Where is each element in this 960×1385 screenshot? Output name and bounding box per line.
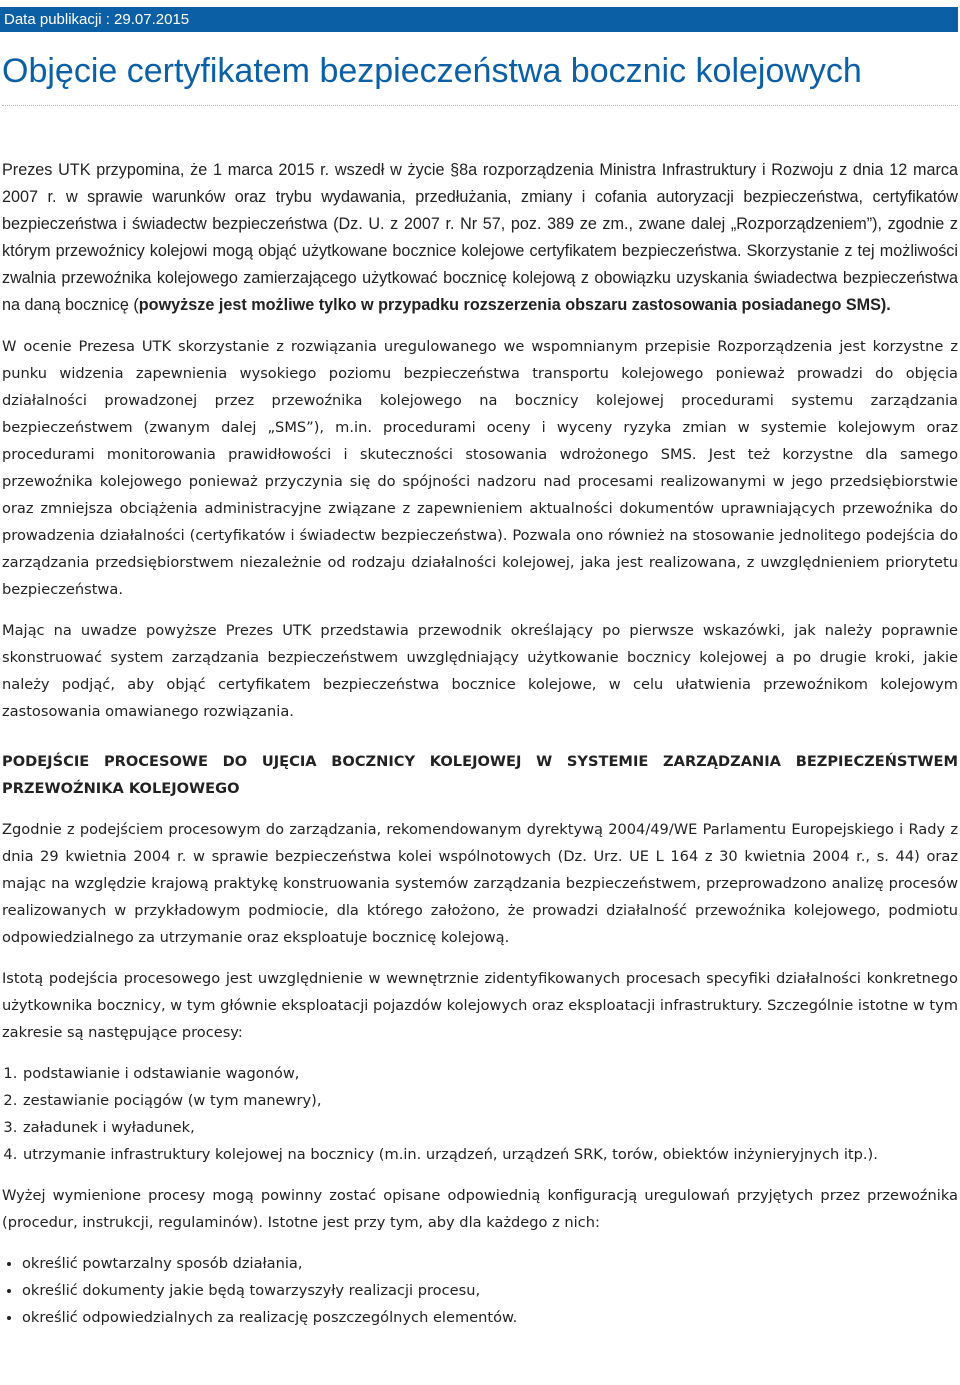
process-approach-paragraph: Zgodnie z podejściem procesowym do zarządzania, rekomendowanym dyrektywą 2004/49/WE Parlamentu Europejskiego i Rady z dnia 29 kwietnia 2004 r. w sprawie bezpieczeństwa kolei wspólnotowych (Dz. Urz. UE L 164 z 30 kwietnia 2004 r., s. 44) oraz mając na względzie krajową praktykę konstruowania systemów zarządzania bezpieczeństwem, przeprowadzono analizę procesów realizowanych w przykładowym podmiocie, dla którego założono, że prowadzi działalność przewoźnika kolejowego, podmiotu odpowiedzialnego za utrzymanie oraz eksploatuje bocznicę kolejową. [2, 821, 958, 946]
intro-bold-note: powyższe jest możliwe tylko w przypadku rozszerzenia obszaru zastosowania posiadanego SMS). [138, 296, 891, 314]
section-heading: PODEJŚCIE PROCESOWE DO UJĘCIA BOCZNICY KOLEJOWEJ W SYSTEMIE ZARZĄDZANIA BEZPIECZEŃSTWEM PRZEWOŹNIKA KOLEJOWEGO [2, 753, 958, 797]
list-item: 1. podstawianie i odstawianie wagonów, [22, 1060, 958, 1087]
configuration-paragraph: Wyżej wymienione procesy mogą powinny zostać opisane odpowiednią konfiguracją uregulowań przyjętych przez przewoźnika (procedur, instrukcji, regulaminów). Istotne jest przy tym, aby dla każdego z nich: [2, 1187, 958, 1231]
publication-date-bar: Data publikacji : 29.07.2015 [0, 7, 958, 32]
intro-text-continued: , zwane dalej „Rozporządzeniem”), zgodnie z którym przewoźnicy kolejowi mogą objąć użytkowane bocznice kolejowe certyfikatem bezpieczeństwa. Skorzystanie z tej możliwości zwalnia przewoźnika kolejowego zamierzającego użytkować bocznicę kolejową z obowiązku uzyskania świadectwa bezpieczeństwa na daną bocznicę ( [2, 215, 958, 314]
essence-paragraph: Istotą podejścia procesowego jest uwzględnienie w wewnętrznie zidentyfikowanych procesach specyfiki działalności konkretnego użytkownika bocznicy, w tym głównie eksploatacji pojazdów kolejowych oraz eksploatacji infrastruktury. Szczególnie istotne w tym zakresie są następujące procesy: [2, 970, 958, 1041]
list-item: • określić odpowiedzialnych za realizację poszczególnych elementów. [22, 1304, 958, 1331]
list-item: 4. utrzymanie infrastruktury kolejowej na bocznicy (m.in. urządzeń, urządzeń SRK, torów, obiektów inżynieryjnych itp.). [22, 1141, 958, 1168]
process-list [2, 1060, 958, 1168]
page-title: Objęcie certyfikatem bezpieczeństwa bocznic kolejowych [2, 52, 862, 90]
list-item: • określić powtarzalny sposób działania, [22, 1250, 958, 1277]
title-divider [2, 105, 958, 106]
assessment-paragraph: W ocenie Prezesa UTK skorzystanie z rozwiązania uregulowanego we wspomnianym przepisie Rozporządzenia jest korzystne z punku widzenia zapewnienia wysokiego poziomu bezpieczeństwa transportu kolejowego ponieważ prowadzi do objęcia działalności prowadzonej przez przewoźnika kolejowego na bocznicy kolejowej procedurami systemu zarządzania bezpieczeństwem (zwanym dalej „SMS”), m.in. procedurami oceny i wyceny ryzyka zmian w systemie kolejowym oraz procedurami monitorowania prawidłowości i skuteczności stosowania wdrożonego SMS. Jest też korzystne dla samego przewoźnika kolejowego ponieważ przyczynia się do spójności nadzoru nad procesami realizowanymi w jego przedsiębiorstwie oraz zmniejsza obciążenia administracyjne związane z zapewnieniem aktualności dokumentów uprawniających przewoźnika do prowadzenia działalności (certyfikatów i świadectw bezpieczeństwa). Pozwala ono również na stosowanie jednolitego podejścia do zarządzania przedsiębiorstwem niezależnie od rodzaju działalności kolejowej, jaka jest realizowana, z uwzględnieniem priorytetu bezpieczeństwa. [2, 338, 958, 598]
requirements-list [2, 1250, 958, 1331]
guide-paragraph: Mając na uwadze powyższe Prezes UTK przedstawia przewodnik określający po pierwsze wskazówki, jak należy poprawnie skonstruować system zarządzania bezpieczeństwem uwzględniający użytkowanie bocznicy kolejowej a po drugie kroki, jakie należy podjąć, aby objąć certyfikatem bezpieczeństwa bocznice kolejowe, w celu ułatwienia przewoźnikom kolejowym zastosowania omawianego rozwiązania. [2, 622, 958, 720]
list-item: 3. załadunek i wyładunek, [22, 1114, 958, 1141]
article-body [2, 157, 958, 1331]
list-item: • określić dokumenty jakie będą towarzyszyły realizacji procesu, [22, 1277, 958, 1304]
intro-paragraph [2, 157, 958, 319]
list-item: 2. zestawianie pociągów (w tym manewry), [22, 1087, 958, 1114]
intro-text: Prezes UTK przypomina, że 1 marca 2015 r. wszedł w życie §8a rozporządzenia Ministra Infrastruktury i Rozwoju z dnia 12 marca 2007 r. w sprawie warunków oraz trybu wydawania, przedłużania, zmiany i cofania autoryzacji bezpieczeństwa, certyfikatów bezpieczeństwa i świadectw bezpieczeństwa (Dz. U. z 2007 r. Nr 57, poz. 389 ze zm. [2, 161, 958, 233]
